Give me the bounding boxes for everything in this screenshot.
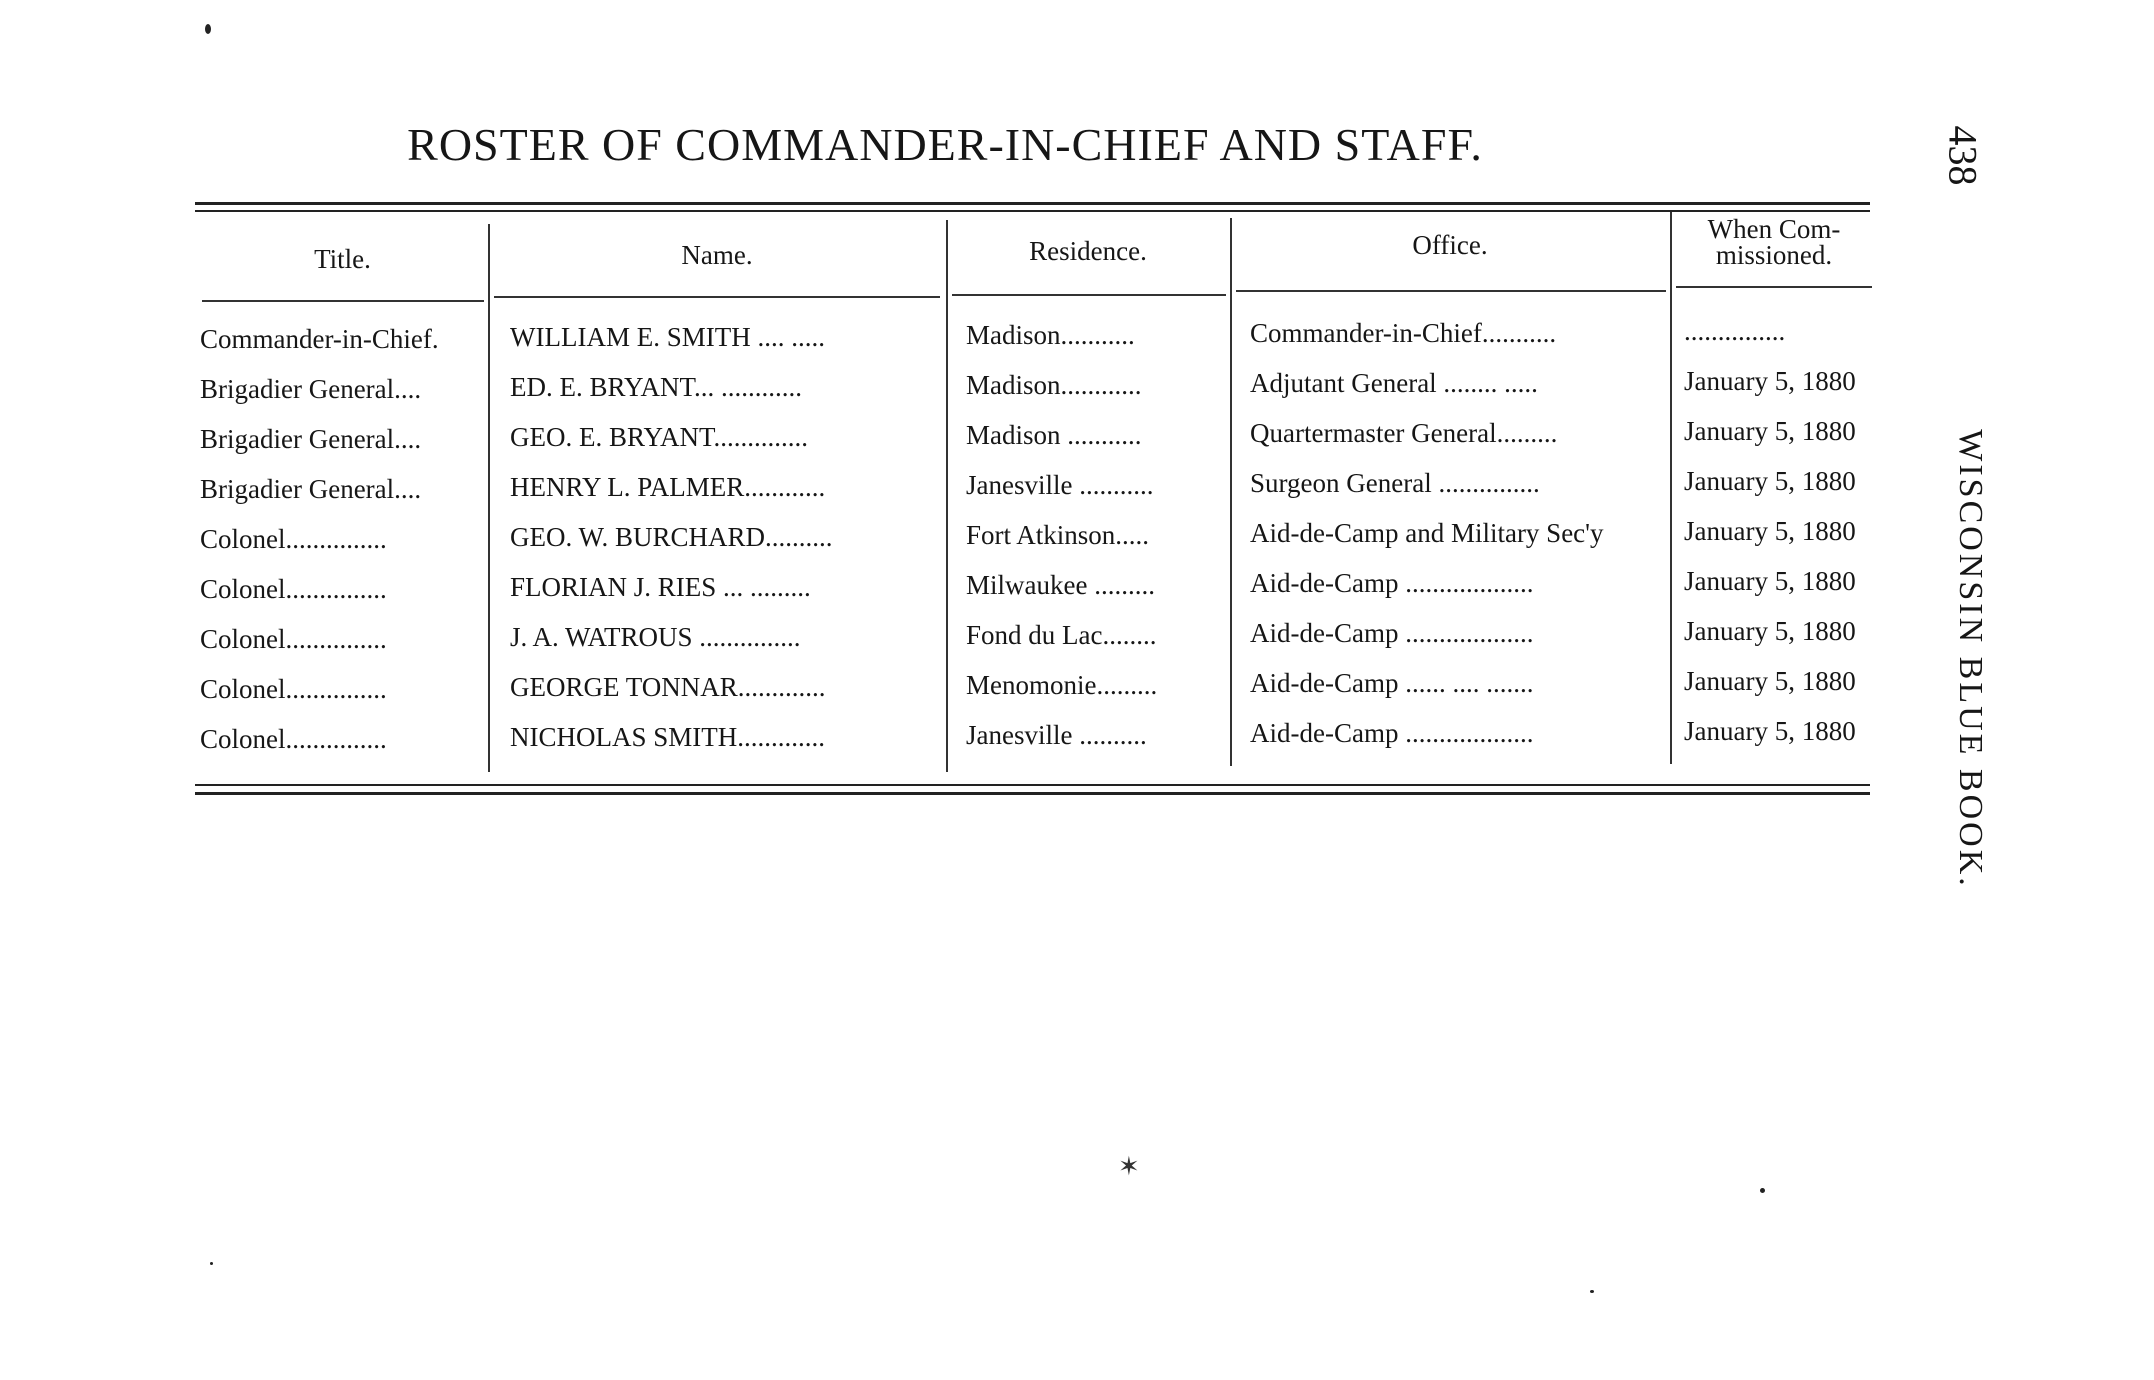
cell-office: Aid-de-Camp ...... .... .......	[1250, 668, 1534, 698]
cell-title: Brigadier General....	[200, 474, 422, 504]
page-number: 438	[1940, 125, 1986, 186]
cell-title: Colonel...............	[200, 724, 387, 754]
header-office: Office.	[1412, 230, 1488, 260]
ornament-icon: ✶	[1118, 1152, 1140, 1181]
cell-name: ED. E. BRYANT... ............	[510, 372, 803, 402]
header-name: Name.	[681, 240, 753, 270]
cell-residence: Menomonie.........	[966, 670, 1158, 700]
cell-office: Aid-de-Camp ...................	[1250, 718, 1534, 748]
ink-speck	[1760, 1188, 1765, 1193]
cell-commissioned: January 5, 1880	[1684, 616, 1856, 646]
cell-residence: Janesville ...........	[966, 470, 1154, 500]
ink-speck	[210, 1262, 213, 1265]
ink-speck	[205, 24, 211, 34]
running-head: WISCONSIN BLUE BOOK.	[1952, 429, 1989, 889]
cell-title: Brigadier General....	[200, 424, 422, 454]
cell-name: HENRY L. PALMER............	[510, 472, 826, 502]
header-separator	[952, 294, 1226, 296]
column-divider	[946, 220, 948, 772]
cell-name: J. A. WATROUS ...............	[510, 622, 801, 652]
header-separator	[494, 296, 940, 298]
cell-commissioned: January 5, 1880	[1684, 366, 1856, 396]
cell-name: NICHOLAS SMITH.............	[510, 722, 826, 752]
header-title: Title.	[314, 244, 371, 274]
cell-title: Commander-in-Chief.	[200, 324, 439, 354]
column-divider	[1670, 212, 1672, 764]
cell-residence: Madison ...........	[966, 420, 1142, 450]
header-commissioned: When Com- missioned.	[1707, 214, 1841, 270]
column-divider	[1230, 218, 1232, 766]
cell-office: Aid-de-Camp ...................	[1250, 568, 1534, 598]
ink-speck	[1590, 1290, 1594, 1293]
cell-title: Colonel...............	[200, 524, 387, 554]
cell-title: Colonel...............	[200, 574, 387, 604]
header-separator	[202, 300, 484, 302]
cell-residence: Madison...........	[966, 320, 1135, 350]
cell-commissioned: January 5, 1880	[1684, 466, 1856, 496]
cell-office: Aid-de-Camp ...................	[1250, 618, 1534, 648]
cell-commissioned: January 5, 1880	[1684, 666, 1856, 696]
cell-name: WILLIAM E. SMITH .... .....	[510, 322, 825, 352]
cell-office: Surgeon General ...............	[1250, 468, 1540, 498]
cell-title: Colonel...............	[200, 674, 387, 704]
cell-residence: Fond du Lac........	[966, 620, 1157, 650]
header-separator	[1236, 290, 1666, 292]
cell-office: Commander-in-Chief...........	[1250, 318, 1557, 348]
cell-commissioned: January 5, 1880	[1684, 516, 1856, 546]
bottom-rule-outer	[195, 792, 1870, 795]
cell-commissioned: January 5, 1880	[1684, 416, 1856, 446]
cell-commissioned: ...............	[1684, 316, 1786, 346]
cell-office: Aid-de-Camp and Military Sec'y	[1250, 518, 1604, 548]
cell-office: Quartermaster General.........	[1250, 418, 1558, 448]
top-rule-inner	[195, 210, 1870, 212]
column-divider	[488, 224, 490, 772]
cell-name: GEO. W. BURCHARD..........	[510, 522, 833, 552]
header-residence: Residence.	[1029, 236, 1147, 266]
cell-name: GEO. E. BRYANT..............	[510, 422, 809, 452]
cell-title: Colonel...............	[200, 624, 387, 654]
bottom-rule	[195, 784, 1870, 786]
page-title: ROSTER OF COMMANDER-IN-CHIEF AND STAFF.	[407, 119, 1483, 170]
cell-residence: Janesville ..........	[966, 720, 1147, 750]
cell-residence: Milwaukee .........	[966, 570, 1155, 600]
cell-name: FLORIAN J. RIES ... .........	[510, 572, 811, 602]
cell-residence: Fort Atkinson.....	[966, 520, 1150, 550]
cell-commissioned: January 5, 1880	[1684, 716, 1856, 746]
header-separator	[1676, 286, 1872, 288]
cell-name: GEORGE TONNAR.............	[510, 672, 826, 702]
cell-residence: Madison............	[966, 370, 1142, 400]
top-rule	[195, 202, 1870, 205]
cell-title: Brigadier General....	[200, 374, 422, 404]
cell-office: Adjutant General ........ .....	[1250, 368, 1538, 398]
cell-commissioned: January 5, 1880	[1684, 566, 1856, 596]
